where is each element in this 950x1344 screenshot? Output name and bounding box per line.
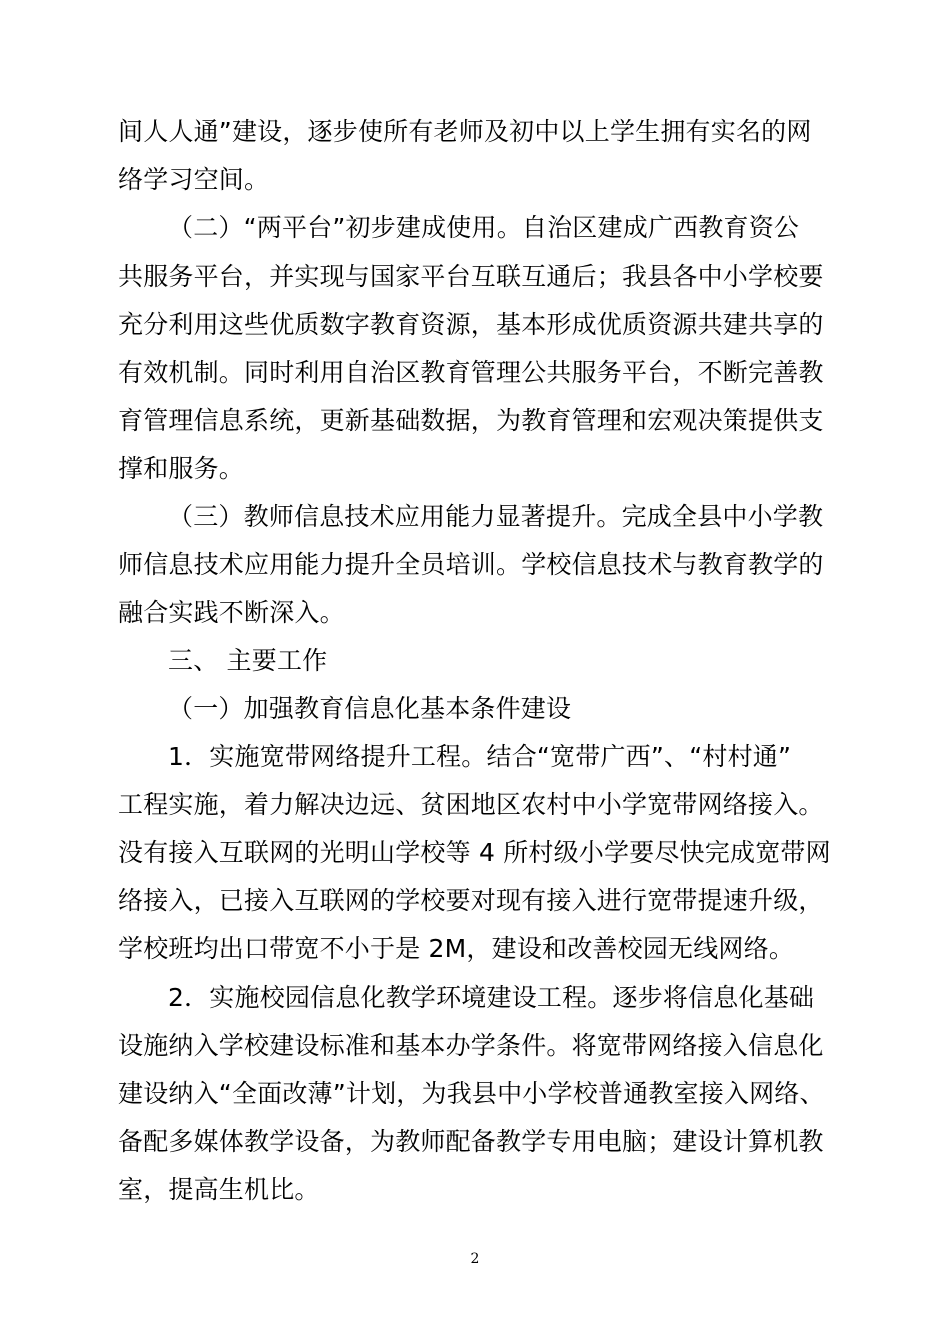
text-line: 融合实践不断深入。	[118, 598, 345, 627]
subsection-heading: （一）加强教育信息化基本条件建设	[168, 694, 572, 723]
text-line: 室，提高生机比。	[118, 1175, 320, 1204]
text-line: 工程实施，着力解决边远、贫困地区农村中小学宽带网络接入。	[118, 790, 824, 819]
text-line: 络接入，已接入互联网的学校要对现有接入进行宽带提速升级，	[118, 886, 824, 915]
section-heading: 三、 主要工作	[168, 646, 328, 675]
text-line: （三）教师信息技术应用能力显著提升。完成全县中小学教	[168, 502, 824, 531]
text-line: 备配多媒体教学设备，为教师配备教学专用电脑；建设计算机教	[118, 1127, 824, 1156]
text-line: 育管理信息系统，更新基础数据，为教育管理和宏观决策提供支	[118, 406, 824, 435]
text-line: 学校班均出口带宽不小于是 2M，建设和改善校园无线网络。	[118, 934, 795, 963]
text-line: 充分利用这些优质数字教育资源，基本形成优质资源共建共享的	[118, 310, 824, 339]
text-line: 撑和服务。	[118, 454, 245, 483]
text-line: 1．实施宽带网络提升工程。结合“宽带广西”、“村村通”	[168, 742, 792, 771]
text-line: 设施纳入学校建设标准和基本办学条件。将宽带网络接入信息化	[118, 1031, 824, 1060]
text-line: 2．实施校园信息化教学环境建设工程。逐步将信息化基础	[168, 983, 815, 1012]
text-line: 间人人通”建设，逐步使所有老师及初中以上学生拥有实名的网	[118, 117, 812, 146]
text-line: 络学习空间。	[118, 165, 270, 194]
page-number: 2	[470, 1251, 480, 1267]
text-line: （二）“两平台”初步建成使用。自治区建成广西教育资公	[168, 213, 800, 242]
text-line: 共服务平台，并实现与国家平台互联互通后；我县各中小学校要	[118, 262, 824, 291]
text-line: 建设纳入“全面改薄”计划，为我县中小学校普通教室接入网络、	[118, 1079, 825, 1108]
text-line: 有效机制。同时利用自治区教育管理公共服务平台，不断完善教	[118, 358, 824, 387]
text-line: 没有接入互联网的光明山学校等 4 所村级小学要尽快完成宽带网	[118, 838, 831, 867]
text-line: 师信息技术应用能力提升全员培训。学校信息技术与教育教学的	[118, 550, 824, 579]
